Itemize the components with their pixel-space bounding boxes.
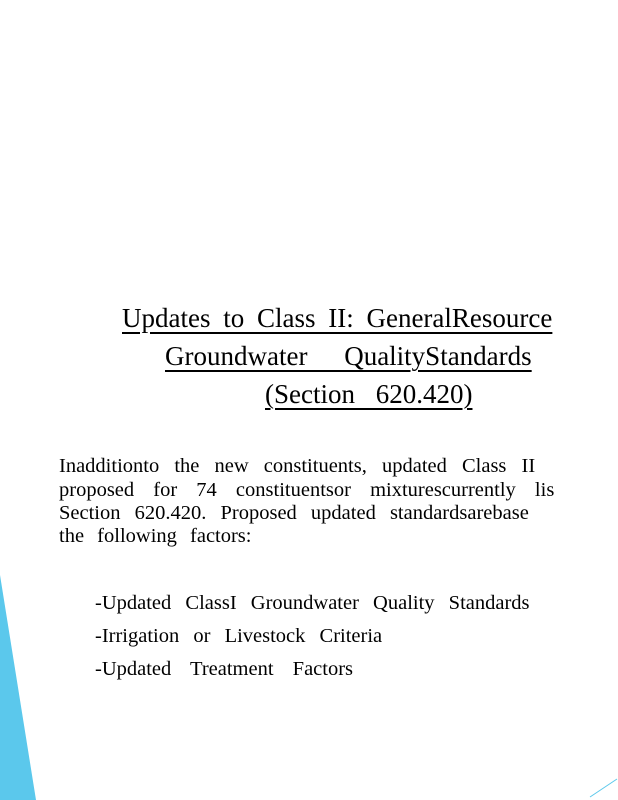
- slide-title-line-3: (Section 620.420): [265, 379, 473, 409]
- body-text-line-3: Section 620.420. Proposed updated standardsarebase: [59, 502, 529, 524]
- body-text-line-4: the following factors:: [59, 525, 252, 547]
- slide-title-line-2: Groundwater QualityStandards: [165, 341, 532, 371]
- slide-title-line-1: Updates to Class II: GeneralResource: [122, 303, 553, 333]
- bullet-item-2: -Irrigation or Livestock Criteria: [95, 625, 383, 647]
- body-text-line-2: proposed for 74 constituentsor mixturescurrently lis: [59, 479, 555, 501]
- bullet-item-1: -Updated ClassI Groundwater Quality Standards: [95, 592, 530, 614]
- bullet-item-3: -Updated Treatment Factors: [95, 658, 354, 680]
- accent-line: [590, 779, 617, 797]
- accent-triangle: [0, 575, 36, 800]
- body-text-line-1: Inadditionto the new constituents, updated Class II: [59, 455, 536, 477]
